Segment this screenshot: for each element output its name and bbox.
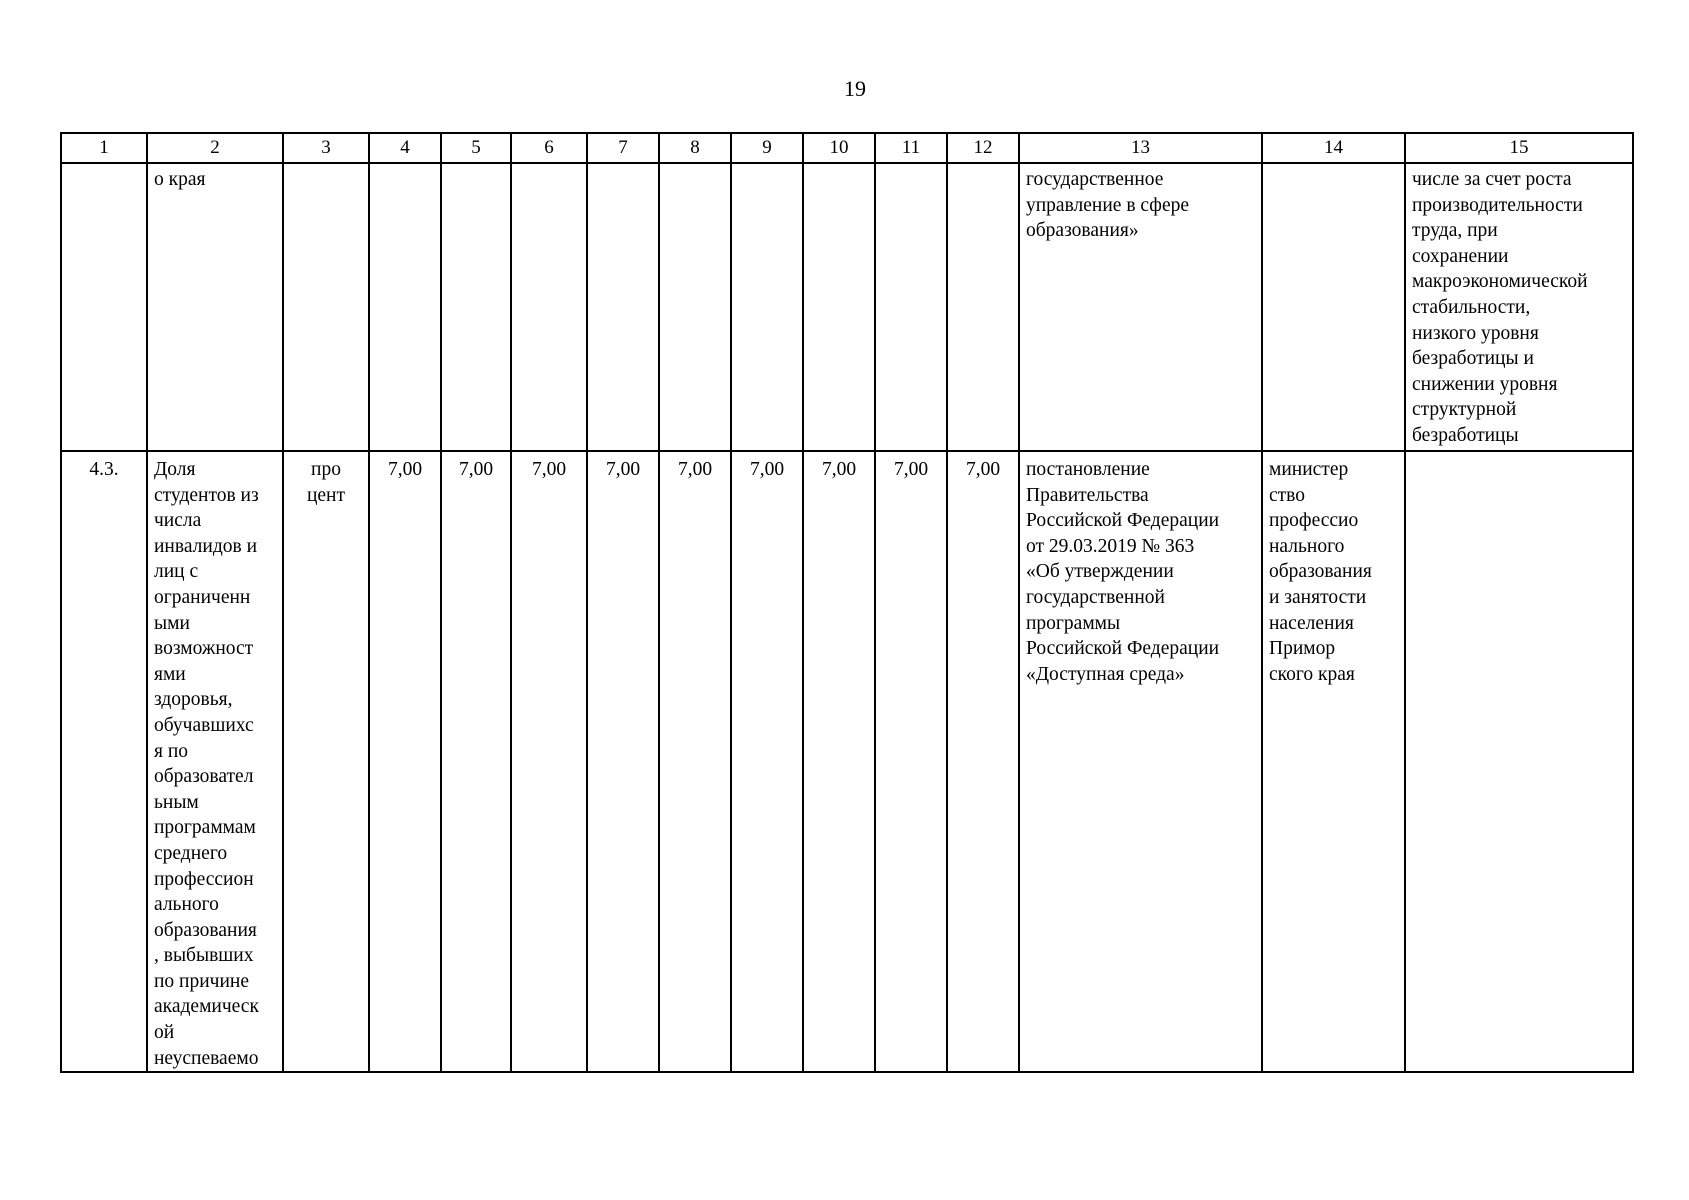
value-cell: 7,00 <box>441 451 511 1072</box>
header-cell: 15 <box>1405 133 1633 163</box>
value-cell <box>511 163 587 451</box>
value-cell <box>369 163 441 451</box>
value-cell: 7,00 <box>659 451 731 1072</box>
indicator-name-cell: Доля студентов из числа инвалидов и лиц с ограниченн ыми возможност ями здоровья, обучавшихс я по образовател ьным программам среднего профессион ального образования , выбывших по причине академическ ой неуспеваемо <box>147 451 283 1072</box>
value-cell: 7,00 <box>587 451 659 1072</box>
table-row <box>61 451 1633 1072</box>
header-cell: 12 <box>947 133 1019 163</box>
value-cell <box>803 163 875 451</box>
value-cell: 7,00 <box>369 451 441 1072</box>
value-cell <box>947 163 1019 451</box>
table-header-row <box>61 133 1633 163</box>
value-cell: 7,00 <box>875 451 947 1072</box>
header-cell: 8 <box>659 133 731 163</box>
legal-basis-cell: постановление Правительства Российской Федерации от 29.03.2019 № 363 «Об утверждении государственной программы Российской Федерации «Доступная среда» <box>1019 451 1262 1072</box>
number-cell <box>61 163 147 451</box>
header-cell: 13 <box>1019 133 1262 163</box>
header-cell: 14 <box>1262 133 1405 163</box>
header-cell: 9 <box>731 133 803 163</box>
responsible-cell: министер ство профессио нального образования и занятости населения Примор ского края <box>1262 451 1405 1072</box>
value-cell <box>659 163 731 451</box>
header-cell: 3 <box>283 133 369 163</box>
value-cell <box>731 163 803 451</box>
goal-cell: числе за счет роста производительности труда, при сохранении макроэкономической стабильности, низкого уровня безработицы и снижении уровня структурной безработицы <box>1405 163 1633 451</box>
header-cell: 7 <box>587 133 659 163</box>
header-cell: 11 <box>875 133 947 163</box>
unit-cell: про цент <box>283 451 369 1072</box>
number-cell: 4.3. <box>61 451 147 1072</box>
header-cell: 4 <box>369 133 441 163</box>
value-cell: 7,00 <box>511 451 587 1072</box>
page-number: 19 <box>844 76 866 101</box>
table-row <box>61 163 1633 451</box>
value-cell: 7,00 <box>803 451 875 1072</box>
unit-cell <box>283 163 369 451</box>
legal-basis-cell: государственное управление в сфере образования» <box>1019 163 1262 451</box>
indicator-name-cell: о края <box>147 163 283 451</box>
value-cell <box>441 163 511 451</box>
header-cell: 2 <box>147 133 283 163</box>
value-cell: 7,00 <box>947 451 1019 1072</box>
value-cell <box>875 163 947 451</box>
value-cell <box>587 163 659 451</box>
header-cell: 10 <box>803 133 875 163</box>
header-cell: 1 <box>61 133 147 163</box>
responsible-cell <box>1262 163 1405 451</box>
header-cell: 6 <box>511 133 587 163</box>
value-cell: 7,00 <box>731 451 803 1072</box>
header-cell: 5 <box>441 133 511 163</box>
indicators-table <box>60 132 1634 1073</box>
goal-cell <box>1405 451 1633 1072</box>
